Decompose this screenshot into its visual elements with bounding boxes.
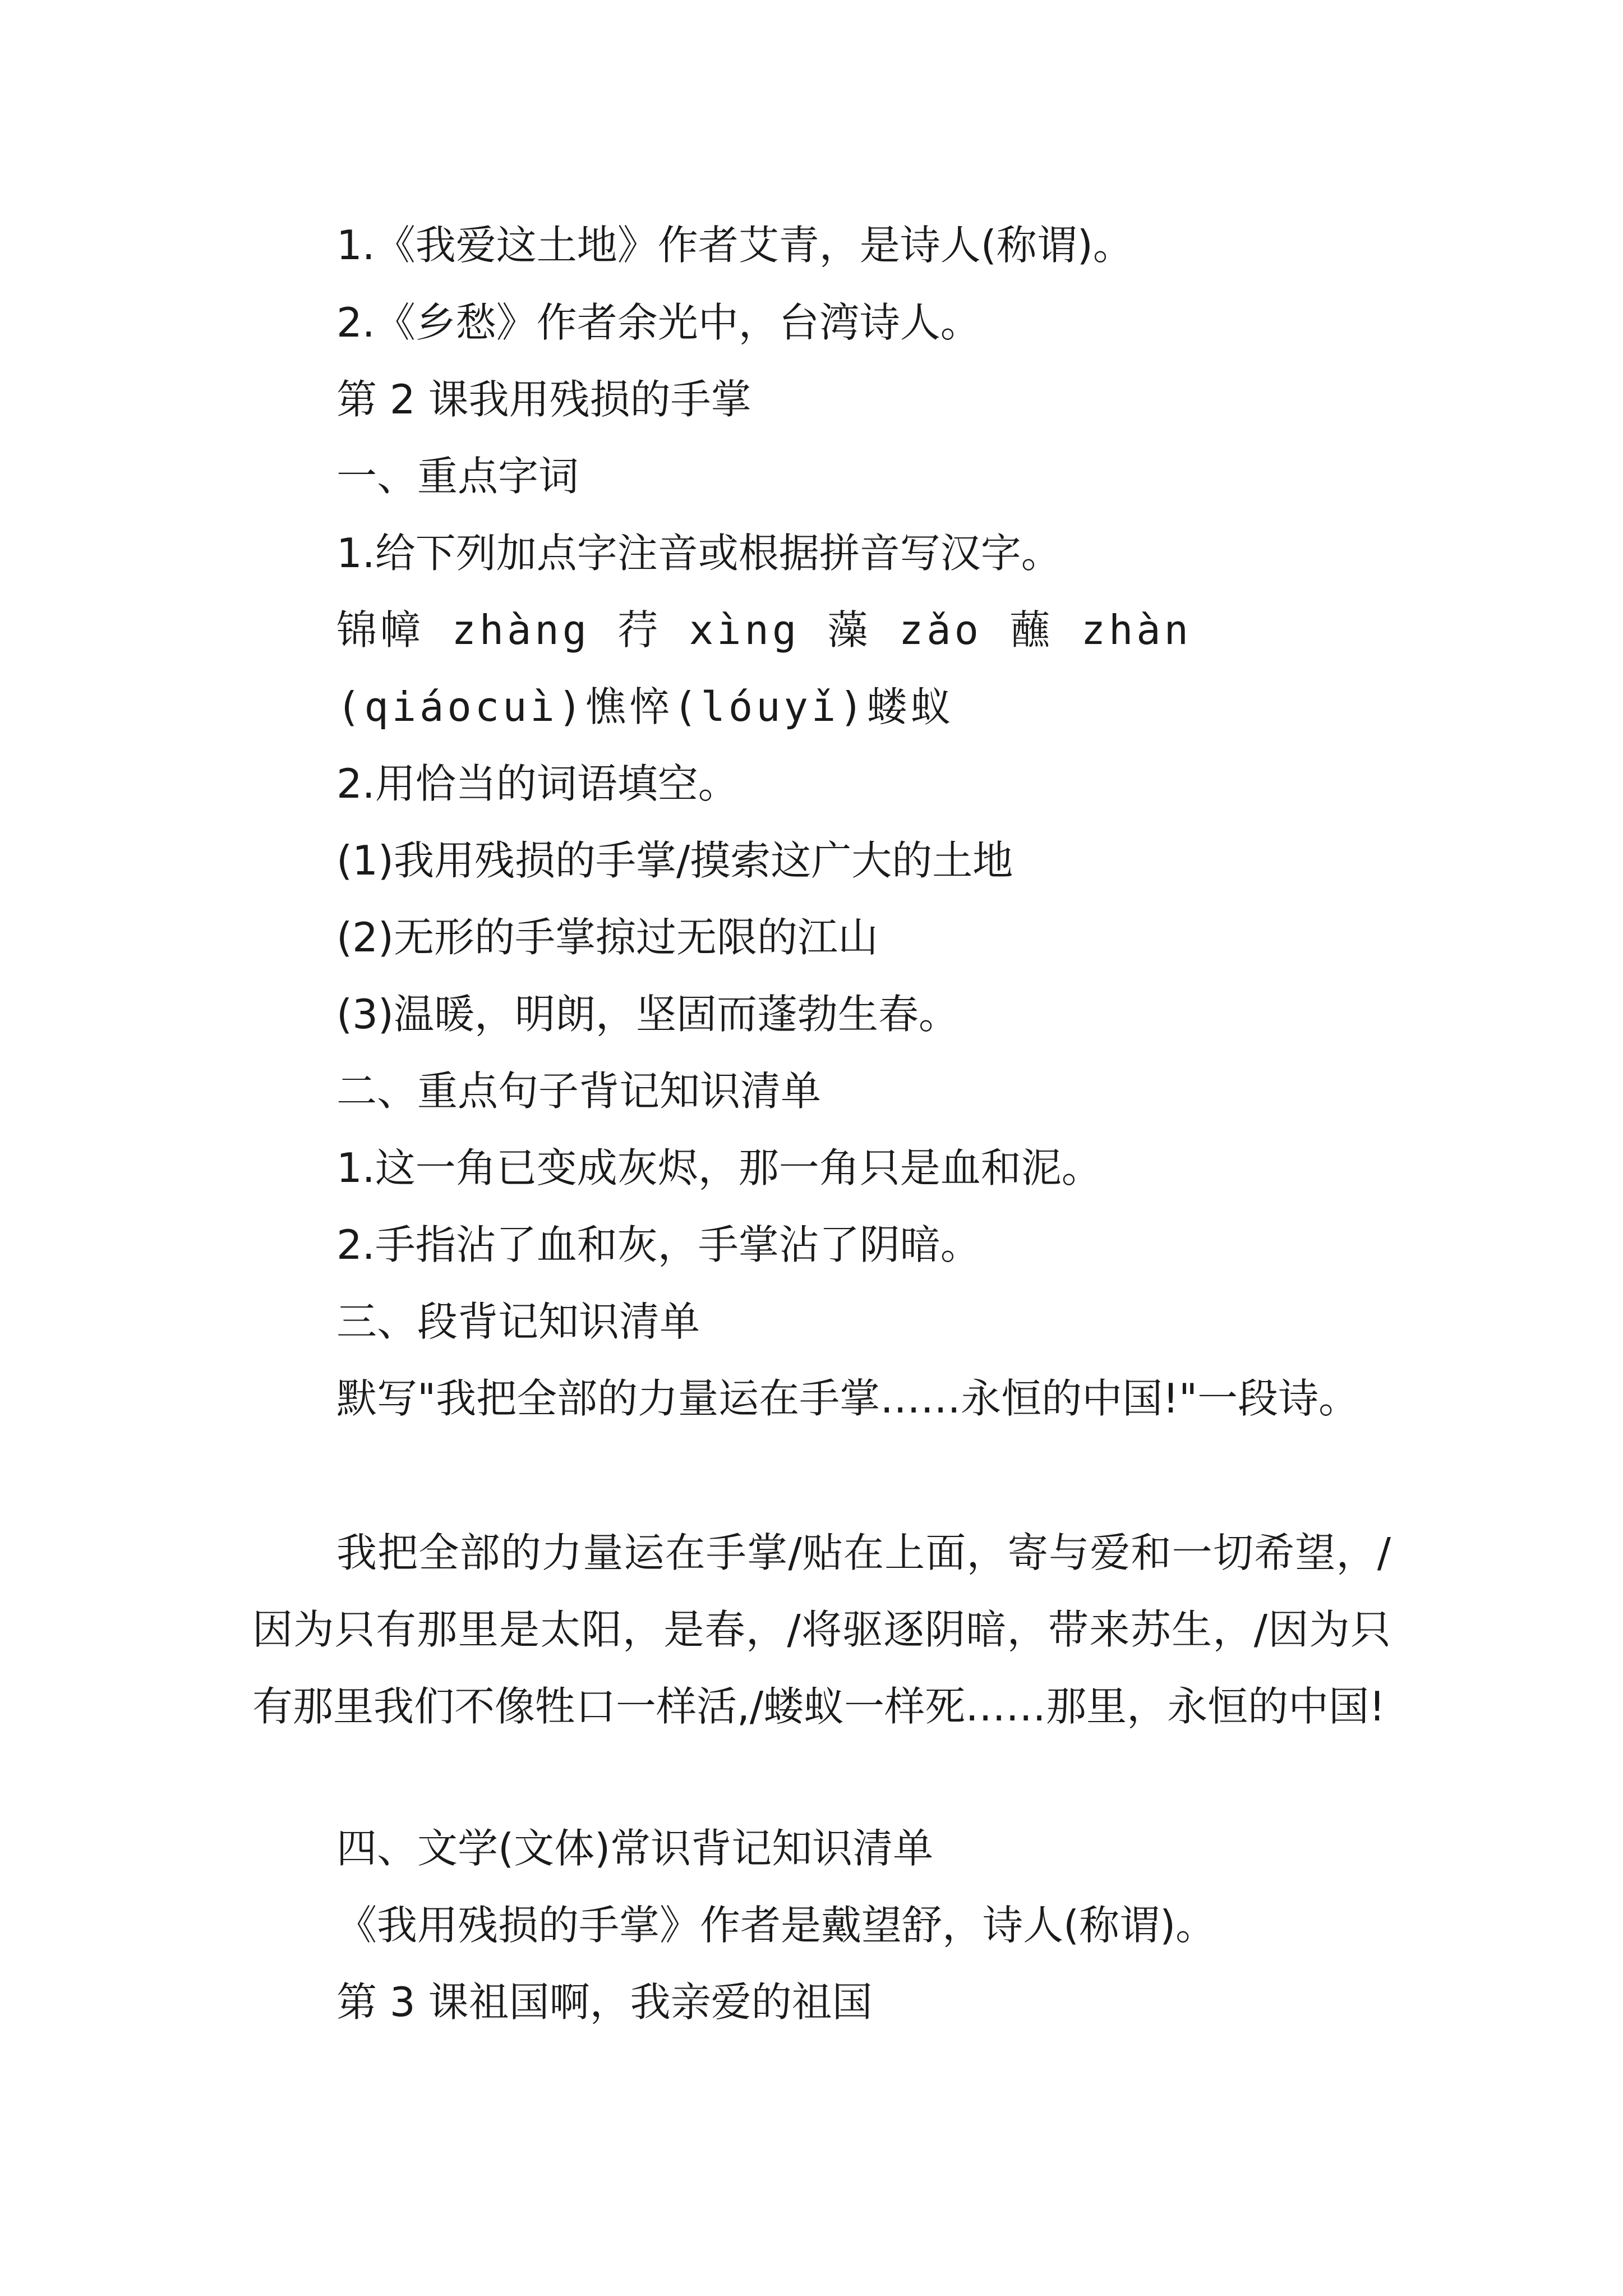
text-line: 《我用残损的手掌》作者是戴望舒，诗人(称谓)。 (336, 1902, 1216, 1949)
pinyin-line: 锦幛 zhàng 荇 xìng 藻 zǎo 蘸 zhàn (336, 606, 1192, 654)
text-line: (2)无形的手掌掠过无限的江山 (336, 914, 878, 961)
text-line: 2.《乡愁》作者余光中，台湾诗人。 (336, 299, 981, 346)
poem-paragraph: 我把全部的力量运在手掌/贴在上面，寄与爱和一切希望，/因为只有那里是太阳，是春，/将驱逐阴暗，带来苏生，/因为只有那里我们不像牲口一样活,/蝼蚁一样死……那里，永恒的中国! (252, 1529, 1391, 1730)
section-heading: 一、重点字词 (336, 453, 579, 500)
section-heading: 二、重点句子背记知识清单 (336, 1068, 822, 1115)
text-line: (1)我用残损的手掌/摸索这广大的土地 (336, 837, 1013, 884)
section-heading: 三、段背记知识清单 (336, 1298, 700, 1345)
text-line: 2.手指沾了血和灰，手掌沾了阴暗。 (336, 1221, 981, 1268)
text-line: 1.给下列加点字注音或根据拼音写汉字。 (336, 530, 1062, 577)
lesson-heading: 第 2 课我用残损的手掌 (336, 376, 751, 423)
pinyin-line: (qiáocuì)憔悴(lóuyǐ)蝼蚁 (336, 683, 955, 730)
dictation-paragraph: 默写"我把全部的力量运在手掌……永恒的中国!"一段诗。 (336, 1375, 1359, 1422)
lesson-heading: 第 3 课祖国啊，我亲爱的祖国 (336, 1978, 873, 2026)
text-line: 1.《我爱这土地》作者艾青，是诗人(称谓)。 (336, 222, 1133, 269)
text-line: 1.这一角已变成灰烬，那一角只是血和泥。 (336, 1144, 1102, 1191)
text-line: (3)温暖，明朗，坚固而蓬勃生春。 (336, 991, 959, 1038)
text-line: 2.用恰当的词语填空。 (336, 760, 739, 807)
section-heading: 四、文学(文体)常识背记知识清单 (336, 1825, 934, 1872)
